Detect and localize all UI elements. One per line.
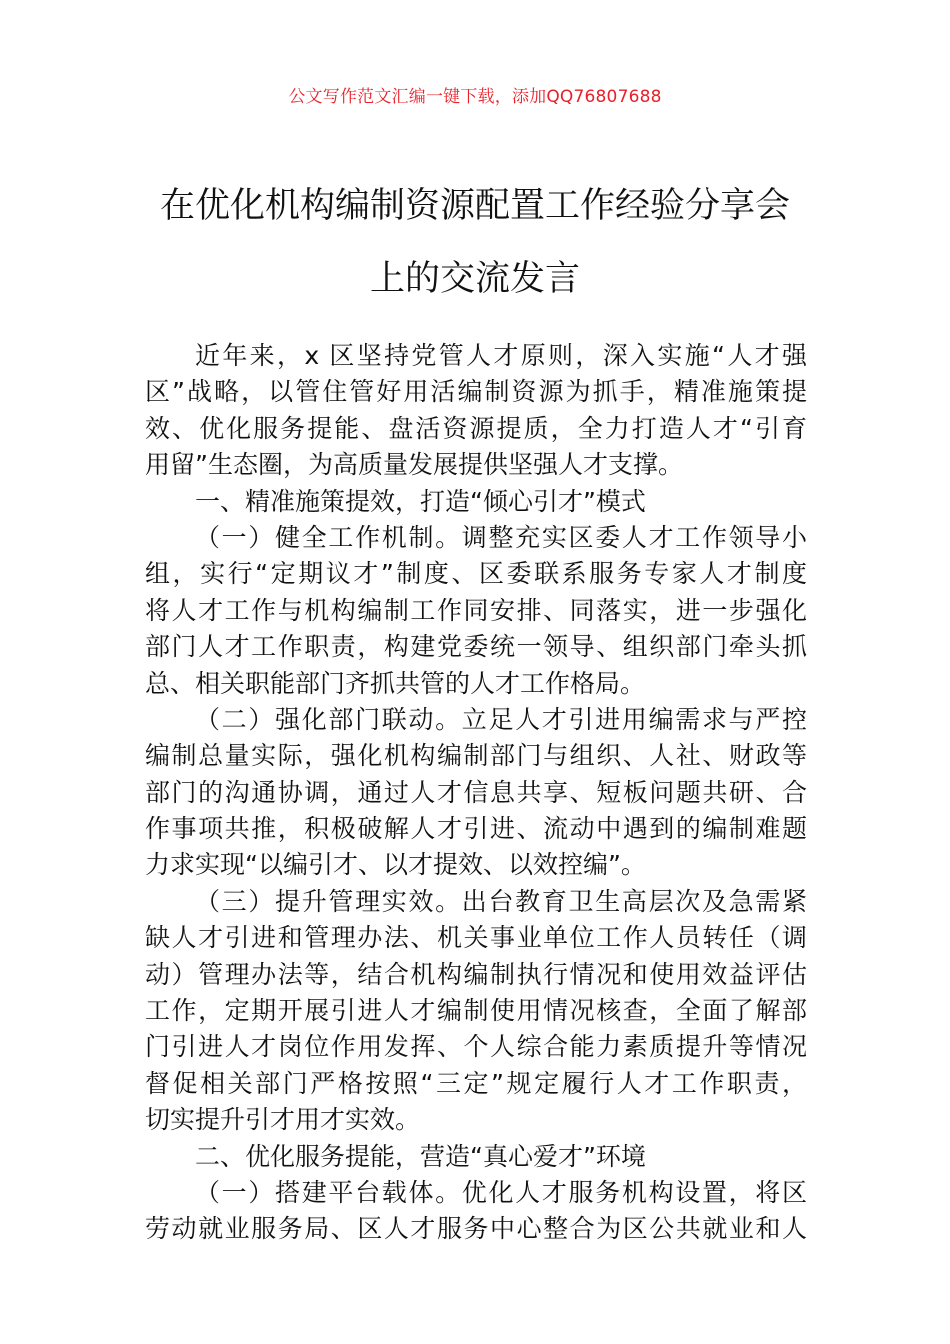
- body-line: 缺人才引进和管理办法、机关事业单位工作人员转任（调: [145, 923, 807, 953]
- title-line-1: 在优化机构编制资源配置工作经验分享会: [159, 186, 790, 226]
- body-line: 区”战略，以管住管好用活编制资源为抓手，精准施策提: [145, 377, 807, 407]
- body-line: 部门的沟通协调，通过人才信息共享、短板问题共研、合: [145, 777, 807, 807]
- document-body: [145, 338, 807, 1248]
- body-line: 督促相关部门严格按照“三定”规定履行人才工作职责，: [145, 1068, 807, 1098]
- body-line: 近年来，x 区坚持党管人才原则，深入实施“人才强: [195, 341, 807, 370]
- body-line: 总、相关职能部门齐抓共管的人才工作格局。: [145, 668, 646, 698]
- body-line: 门引进人才岗位作用发挥、个人综合能力素质提升等情况: [145, 1032, 807, 1062]
- body-line: 组，实行“定期议才”制度、区委联系服务专家人才制度: [145, 559, 807, 589]
- body-line: （一）搭建平台载体。优化人才服务机构设置，将区: [195, 1177, 807, 1207]
- body-line: （三）提升管理实效。出台教育卫生高层次及急需紧: [195, 886, 807, 916]
- body-line: 动）管理办法等，结合机构编制执行情况和使用效益评估: [145, 959, 807, 989]
- section-heading: 二、优化服务提能，营造“真心爱才”环境: [195, 1141, 646, 1171]
- title-line-2: 上的交流发言: [369, 259, 580, 299]
- body-line: （二）强化部门联动。立足人才引进用编需求与严控: [195, 704, 807, 734]
- body-line: 编制总量实际，强化机构编制部门与组织、人社、财政等: [145, 741, 807, 771]
- body-line: 部门人才工作职责，构建党委统一领导、组织部门牵头抓: [145, 632, 807, 662]
- body-line: 劳动就业服务局、区人才服务中心整合为区公共就业和人: [145, 1214, 807, 1244]
- body-line: 效、优化服务提能、盘活资源提质，全力打造人才“引育: [145, 413, 807, 443]
- document-title: [120, 170, 830, 316]
- body-line: 用留”生态圈，为高质量发展提供坚强人才支撑。: [145, 450, 683, 480]
- body-line: 力求实现“以编引才、以才提效、以效控编”。: [145, 850, 646, 880]
- body-line: （一）健全工作机制。调整充实区委人才工作领导小: [195, 522, 807, 552]
- download-banner[interactable]: 公文写作范文汇编一键下载，添加QQ76807688: [288, 87, 662, 107]
- section-heading: 一、精准施策提效，打造“倾心引才”模式: [195, 486, 646, 516]
- body-line: 作事项共推，积极破解人才引进、流动中遇到的编制难题: [145, 814, 807, 844]
- body-line: 切实提升引才用才实效。: [145, 1105, 421, 1135]
- body-line: 工作，定期开展引进人才编制使用情况核查，全面了解部: [145, 996, 807, 1026]
- body-line: 将人才工作与机构编制工作同安排、同落实，进一步强化: [145, 595, 807, 625]
